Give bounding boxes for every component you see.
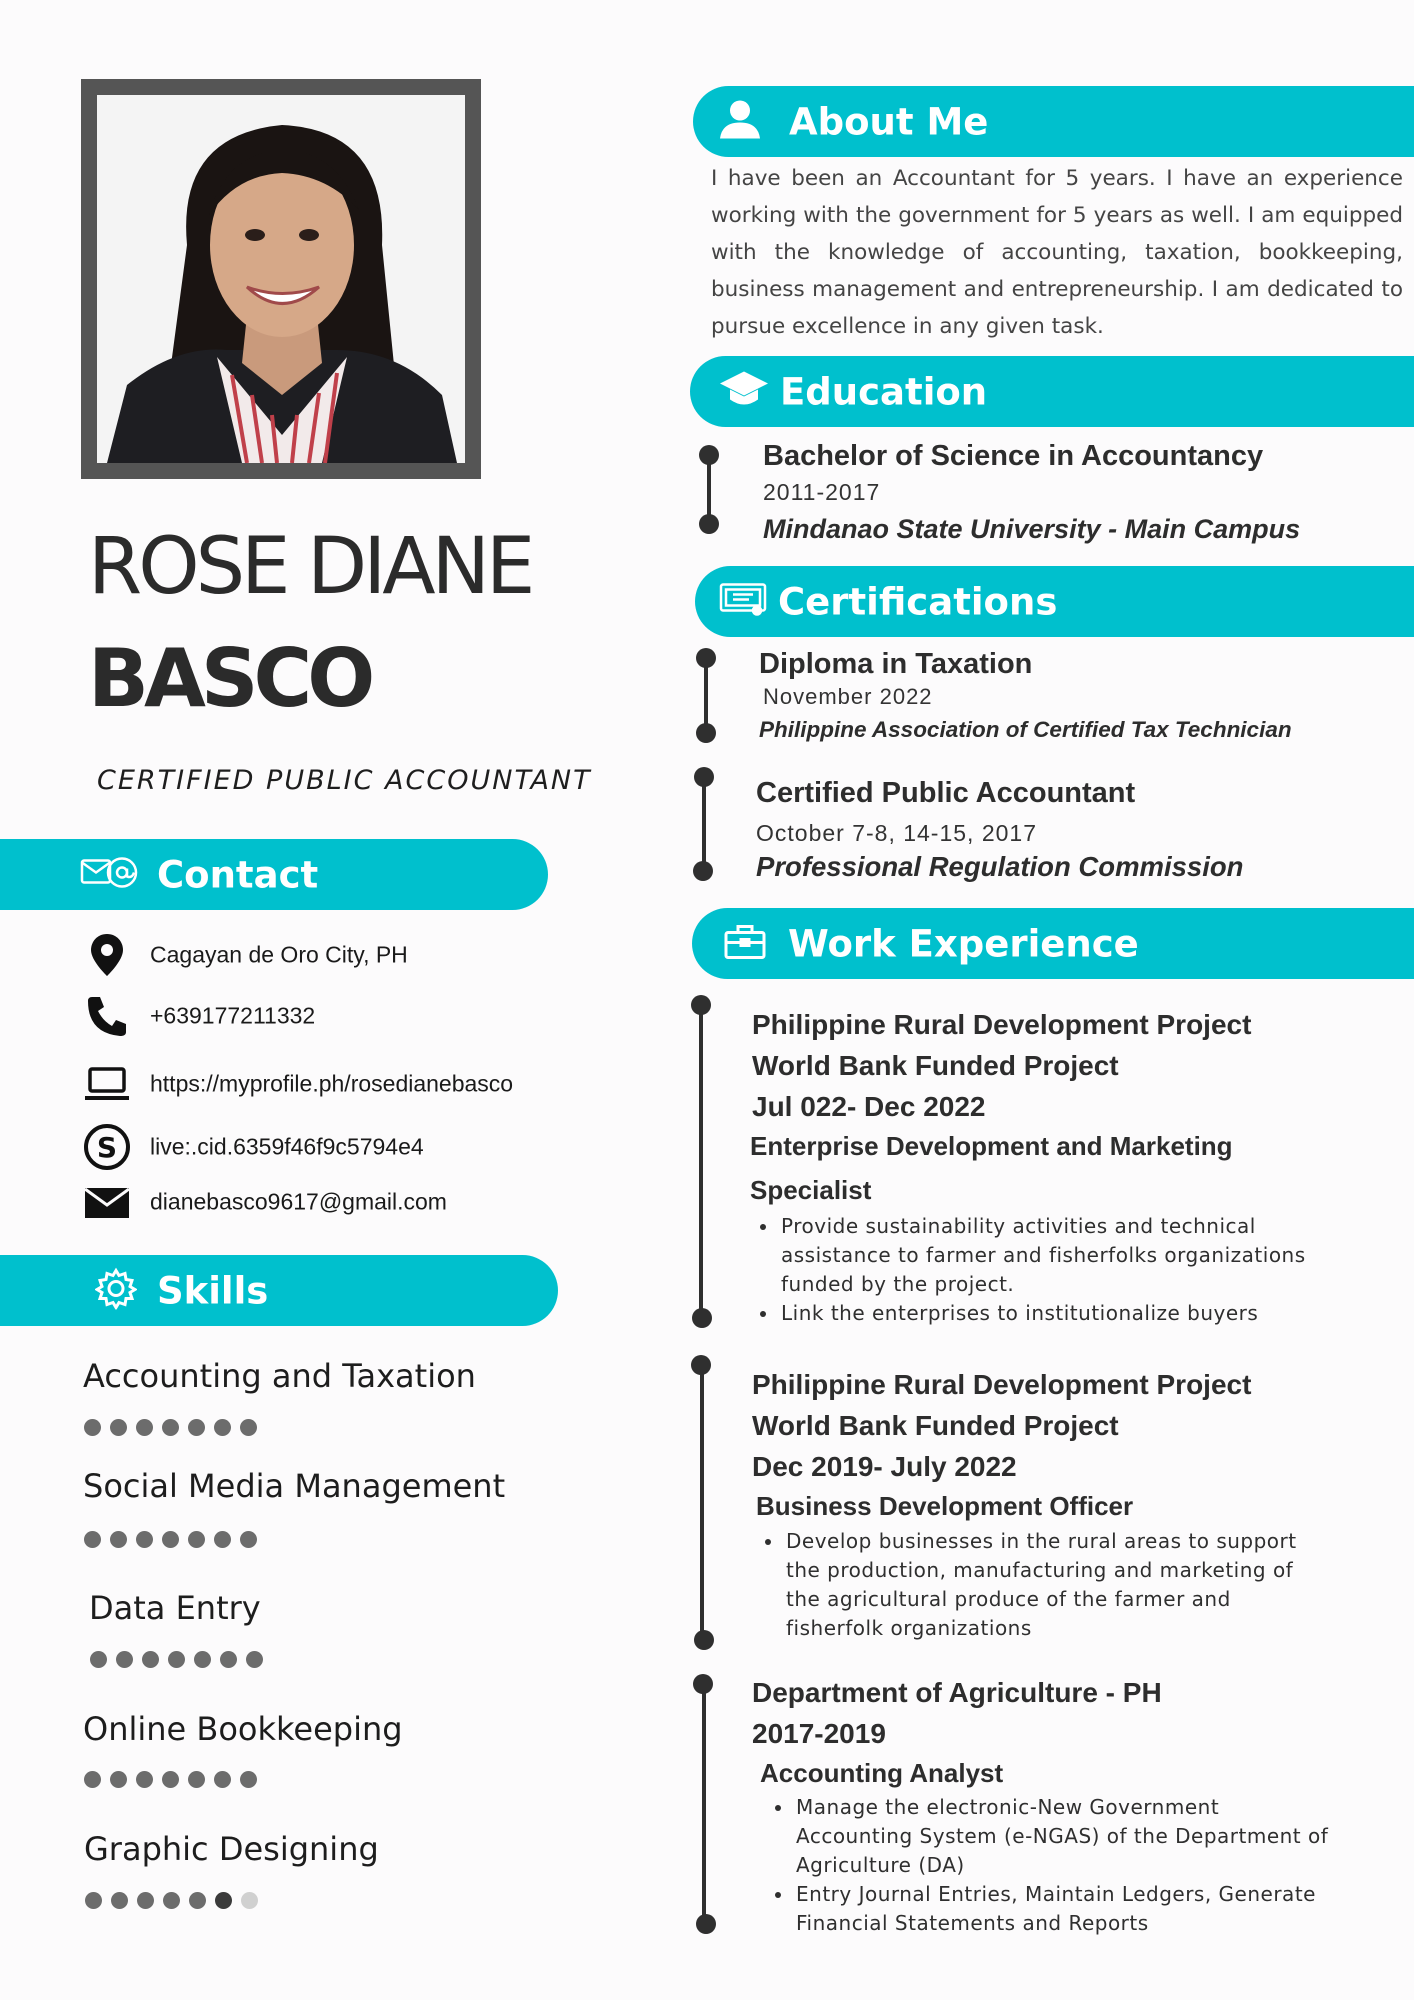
work-bullets bbox=[764, 1793, 1334, 1938]
rating-dot-filled bbox=[240, 1771, 257, 1788]
timeline-dot bbox=[696, 723, 716, 743]
skills-heading: Skills bbox=[157, 1269, 269, 1312]
contact-row-location bbox=[0, 929, 560, 981]
timeline-line bbox=[702, 778, 706, 870]
rating-dot-filled bbox=[110, 1419, 127, 1436]
skill-item bbox=[89, 1589, 261, 1627]
contact-skype[interactable]: live:.cid.6359f46f9c5794e4 bbox=[150, 1133, 424, 1160]
rating-dot-filled bbox=[142, 1651, 159, 1668]
work-role-line: Enterprise Development and Marketing bbox=[750, 1131, 1233, 1161]
certifications-banner bbox=[695, 566, 1414, 637]
timeline-dot bbox=[696, 1914, 716, 1934]
work-role bbox=[750, 1124, 1233, 1212]
rating-dot-filled bbox=[246, 1651, 263, 1668]
rating-dot-filled bbox=[188, 1771, 205, 1788]
rating-dot-filled bbox=[90, 1651, 107, 1668]
rating-dot-filled bbox=[240, 1531, 257, 1548]
work-bullets bbox=[749, 1212, 1339, 1328]
rating-dot-filled bbox=[214, 1771, 231, 1788]
envelope-icon bbox=[82, 1177, 132, 1227]
rating-dot-filled bbox=[116, 1651, 133, 1668]
timeline-dot bbox=[693, 1674, 713, 1694]
rating-dot-filled bbox=[215, 1892, 232, 1909]
last-name: BASCO bbox=[88, 632, 371, 725]
rating-dot-filled bbox=[84, 1419, 101, 1436]
skill-name: Accounting and Taxation bbox=[83, 1357, 476, 1395]
rating-dot-filled bbox=[110, 1531, 127, 1548]
certification-issuer: Professional Regulation Commission bbox=[756, 851, 1244, 882]
skype-icon bbox=[82, 1122, 132, 1172]
user-icon bbox=[718, 98, 762, 145]
work-role-line: Specialist bbox=[750, 1175, 872, 1205]
work-bullet: • Develop businesses in the rural areas to support the production, manufacturing and marketing of the agricultural produce of the farmer and fisherfolk organizations bbox=[784, 1527, 1324, 1643]
rating-dot-filled bbox=[84, 1771, 101, 1788]
timeline-dot bbox=[699, 514, 719, 534]
certifications-heading: Certifications bbox=[778, 580, 1058, 623]
rating-dot-filled bbox=[214, 1419, 231, 1436]
education-school: Mindanao State University - Main Campus bbox=[763, 514, 1301, 544]
about-heading: About Me bbox=[789, 100, 989, 143]
skill-name: Online Bookkeeping bbox=[83, 1710, 403, 1748]
timeline-dot bbox=[694, 1630, 714, 1650]
work-role-line: Business Development Officer bbox=[756, 1491, 1134, 1521]
timeline-dot bbox=[691, 995, 711, 1015]
rating-dot-empty bbox=[241, 1892, 258, 1909]
work-bullet: • Entry Journal Entries, Maintain Ledgers, Generate Financial Statements and Reports bbox=[794, 1880, 1334, 1938]
skill-name: Social Media Management bbox=[83, 1467, 506, 1505]
rating-dot-filled bbox=[220, 1651, 237, 1668]
certificate-icon bbox=[719, 582, 767, 621]
work-dates: 2017-2019 bbox=[752, 1718, 886, 1749]
work-item bbox=[752, 1364, 1251, 1487]
about-text: I have been an Accountant for 5 years. I have an experience working with the government for 5 years as well. I am equipped with the knowledge of accounting, taxation, bookkeeping, business management and entrepreneurship. I am dedicated to pursue excellence in any given task. bbox=[711, 166, 1403, 339]
work-project: World Bank Funded Project bbox=[752, 1410, 1119, 1441]
work-role bbox=[756, 1484, 1133, 1528]
education-banner bbox=[690, 356, 1414, 427]
contact-email[interactable]: dianebasco9617@gmail.com bbox=[150, 1188, 447, 1215]
certification-issuer: Philippine Association of Certified Tax Technician bbox=[759, 717, 1292, 742]
rating-dot-filled bbox=[85, 1892, 102, 1909]
timeline-dot bbox=[696, 648, 716, 668]
skill-rating bbox=[84, 1771, 257, 1788]
work-organization: Philippine Rural Development Project bbox=[752, 1009, 1252, 1040]
contact-row-website bbox=[0, 1058, 560, 1110]
rating-dot-filled bbox=[84, 1531, 101, 1548]
work-role bbox=[760, 1751, 1003, 1795]
rating-dot-filled bbox=[110, 1771, 127, 1788]
certification-name: Certified Public Accountant bbox=[756, 777, 1136, 809]
contact-phone: +639177211332 bbox=[150, 1002, 316, 1029]
skill-rating bbox=[90, 1651, 263, 1668]
briefcase-icon bbox=[724, 923, 766, 964]
work-item bbox=[752, 1004, 1251, 1127]
skill-item bbox=[83, 1710, 403, 1748]
skill-name: Graphic Designing bbox=[84, 1830, 379, 1868]
rating-dot-filled bbox=[240, 1419, 257, 1436]
profile-photo bbox=[97, 95, 465, 463]
skill-rating bbox=[84, 1419, 257, 1436]
about-banner bbox=[693, 86, 1414, 157]
skill-rating bbox=[85, 1892, 258, 1909]
timeline-dot bbox=[691, 1355, 711, 1375]
timeline-dot bbox=[692, 1308, 712, 1328]
skills-banner bbox=[0, 1255, 558, 1326]
rating-dot-filled bbox=[162, 1419, 179, 1436]
work-organization: Department of Agriculture - PH bbox=[752, 1677, 1162, 1708]
contact-row-email bbox=[0, 1176, 560, 1228]
rating-dot-filled bbox=[137, 1892, 154, 1909]
skill-item bbox=[83, 1357, 476, 1395]
timeline-line bbox=[704, 660, 708, 732]
contact-row-skype bbox=[0, 1121, 560, 1173]
certification-date: October 7-8, 14-15, 2017 bbox=[756, 820, 1037, 846]
work-bullet: • Provide sustainability activities and technical assistance to farmer and fisherfolks organizations funded by the project. bbox=[779, 1212, 1339, 1299]
first-name: ROSE DIANE bbox=[88, 522, 532, 612]
rating-dot-filled bbox=[163, 1892, 180, 1909]
work-heading: Work Experience bbox=[788, 922, 1139, 965]
rating-dot-filled bbox=[188, 1531, 205, 1548]
rating-dot-filled bbox=[136, 1419, 153, 1436]
work-bullets bbox=[754, 1527, 1324, 1643]
rating-dot-filled bbox=[162, 1531, 179, 1548]
contact-website[interactable]: https://myprofile.ph/rosedianebasco bbox=[150, 1070, 514, 1097]
rating-dot-filled bbox=[136, 1771, 153, 1788]
contact-email-icon bbox=[80, 852, 140, 897]
skill-item bbox=[83, 1467, 505, 1505]
work-organization: Philippine Rural Development Project bbox=[752, 1369, 1252, 1400]
certification-name: Diploma in Taxation bbox=[759, 648, 1033, 680]
gear-icon bbox=[95, 1267, 137, 1314]
laptop-icon bbox=[82, 1059, 132, 1109]
work-dates: Jul 022- Dec 2022 bbox=[752, 1091, 986, 1122]
education-degree: Bachelor of Science in Accountancy bbox=[763, 440, 1264, 472]
work-bullet: • Link the enterprises to institutionalize buyers bbox=[779, 1299, 1339, 1328]
work-project: World Bank Funded Project bbox=[752, 1050, 1119, 1081]
timeline-dot bbox=[699, 445, 719, 465]
skill-name: Data Entry bbox=[89, 1589, 261, 1627]
certification-date: November 2022 bbox=[763, 684, 933, 709]
timeline-dot bbox=[693, 861, 713, 881]
education-heading: Education bbox=[780, 370, 988, 413]
skill-item bbox=[84, 1830, 379, 1868]
rating-dot-filled bbox=[168, 1651, 185, 1668]
job-title: CERTIFIED PUBLIC ACCOUNTANT bbox=[97, 765, 592, 796]
work-role-line: Accounting Analyst bbox=[760, 1758, 1004, 1788]
rating-dot-filled bbox=[214, 1531, 231, 1548]
graduation-cap-icon bbox=[718, 369, 770, 414]
work-banner bbox=[692, 908, 1414, 979]
skill-rating bbox=[84, 1531, 257, 1548]
location-pin-icon bbox=[82, 930, 132, 980]
work-bullet: • Manage the electronic-New Government Accounting System (e-NGAS) of the Department of Agriculture (DA) bbox=[794, 1793, 1334, 1880]
rating-dot-filled bbox=[136, 1531, 153, 1548]
contact-row-phone bbox=[0, 990, 560, 1042]
contact-location: Cagayan de Oro City, PH bbox=[150, 941, 408, 968]
rating-dot-filled bbox=[194, 1651, 211, 1668]
timeline-line bbox=[700, 1372, 704, 1640]
rating-dot-filled bbox=[189, 1892, 206, 1909]
timeline-dot bbox=[694, 767, 714, 787]
work-item bbox=[752, 1672, 1162, 1754]
rating-dot-filled bbox=[111, 1892, 128, 1909]
education-years: 2011-2017 bbox=[763, 479, 881, 505]
contact-heading: Contact bbox=[157, 853, 319, 896]
phone-icon bbox=[82, 991, 132, 1041]
rating-dot-filled bbox=[188, 1419, 205, 1436]
rating-dot-filled bbox=[162, 1771, 179, 1788]
timeline-line bbox=[699, 1012, 703, 1317]
timeline-line bbox=[702, 1692, 706, 1927]
work-dates: Dec 2019- July 2022 bbox=[752, 1451, 1017, 1482]
contact-banner bbox=[0, 839, 548, 910]
svg-text:S: S bbox=[96, 1131, 118, 1164]
